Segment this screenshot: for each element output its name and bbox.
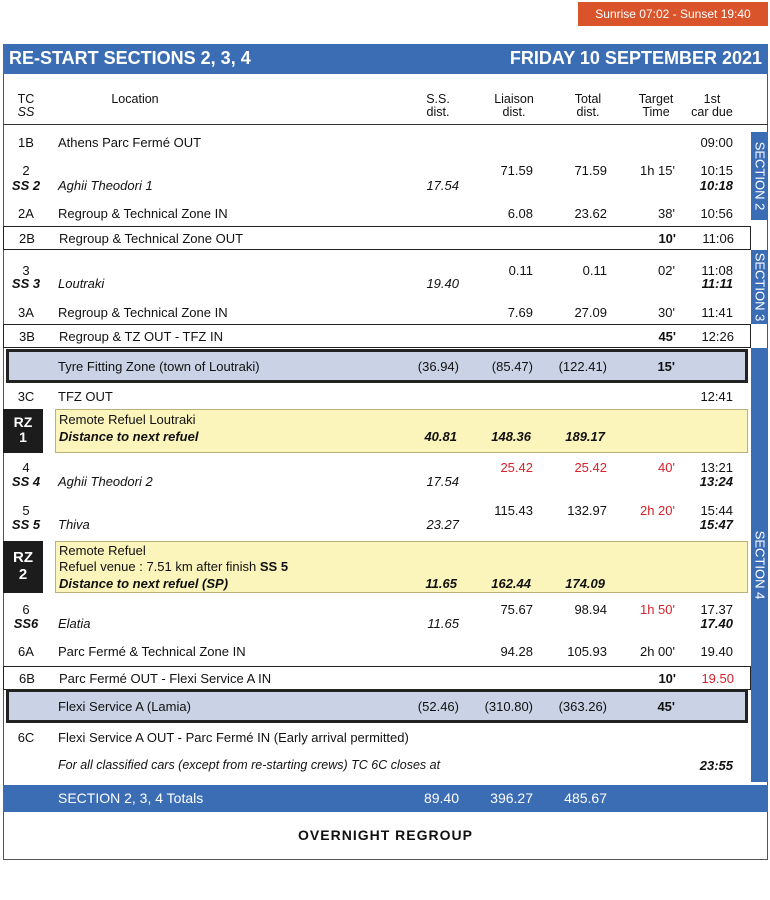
header-total-label: Total: [574, 92, 602, 106]
closing-note: For all classified cars (except from re-starting crews) TC 6C closes at: [58, 758, 441, 772]
table-row: [3, 503, 751, 535]
total-distance: 25.42: [574, 460, 607, 475]
total-distance: 23.62: [574, 206, 607, 221]
ss-code: SS 5: [11, 517, 41, 532]
closing-note-row: [3, 758, 751, 776]
header-target: [628, 93, 684, 119]
ss-distance: 40.81: [424, 429, 457, 444]
due-time: 15:44: [700, 503, 733, 518]
header-tc-label: TC: [17, 92, 35, 106]
table-row: [3, 324, 751, 348]
location: Aghii Theodori 1: [58, 178, 153, 193]
section-2-label: SECTION 2: [752, 141, 767, 211]
liaison-distance: (85.47): [491, 359, 533, 374]
total-distance: (363.26): [558, 699, 607, 714]
header-total-sub: dist.: [576, 105, 600, 119]
due-time: 09:00: [700, 135, 733, 150]
tc-code: 6A: [18, 644, 34, 659]
ss-distance: (36.94): [417, 359, 459, 374]
section-4-label: SECTION 4: [752, 530, 767, 600]
total-distance: 174.09: [565, 576, 605, 591]
tc-code: 1B: [18, 135, 34, 150]
target-time: 2h 20': [639, 503, 675, 518]
target-time: 10': [658, 671, 676, 686]
location: Elatia: [58, 616, 91, 631]
tc-code: 3: [22, 263, 30, 278]
ss-code: SS 4: [11, 474, 41, 489]
target-time: 15': [657, 359, 675, 374]
target-time: 38': [658, 206, 675, 221]
header-ss-dist: [410, 93, 466, 119]
section-4-bar: [751, 348, 768, 782]
location: TFZ OUT: [58, 389, 113, 404]
remote-refuel-zone-2: [55, 541, 748, 593]
liaison-distance: 0.11: [508, 263, 533, 278]
location: Parc Fermé & Technical Zone IN: [58, 644, 246, 659]
refuel-venue-stage: SS 5: [259, 559, 289, 574]
total-distance: 132.97: [567, 503, 607, 518]
location: Regroup & Technical Zone IN: [58, 206, 228, 221]
remote-refuel-zone-1: [55, 409, 748, 453]
due-time: 17.37: [700, 602, 733, 617]
due-time: 19.50: [701, 671, 734, 686]
sunrise-sunset-badge: Sunrise 07:02 - Sunset 19:40: [578, 2, 768, 26]
rz-number: 1: [19, 429, 27, 445]
liaison-distance: 75.67: [500, 602, 533, 617]
location: Aghii Theodori 2: [58, 474, 153, 489]
ss-distance: 19.40: [426, 276, 459, 291]
header-due-sub: car due: [691, 105, 733, 119]
location: Athens Parc Fermé OUT: [58, 135, 202, 150]
target-time: 45': [658, 329, 676, 344]
ss-distance: 23.27: [426, 517, 459, 532]
flexi-service-row: [6, 689, 748, 723]
table-row: [3, 206, 751, 224]
due-time-start: 11:11: [701, 276, 733, 291]
header-ss-label: SS: [17, 105, 35, 119]
location: Regroup & Technical Zone OUT: [59, 231, 244, 246]
header-liaison-sub: dist.: [502, 105, 526, 119]
header-target-sub: Time: [642, 105, 670, 119]
location: Flexi Service A OUT - Parc Fermé IN (Early arrival permitted): [58, 730, 409, 745]
totals-label: SECTION 2, 3, 4 Totals: [58, 790, 204, 806]
tc-code: 5: [22, 503, 30, 518]
location: Parc Fermé OUT - Flexi Service A IN: [59, 671, 272, 686]
header-liaison: [484, 93, 544, 119]
table-row: [3, 226, 751, 250]
tc-code: 6B: [19, 671, 35, 686]
header-location: Location: [111, 92, 159, 106]
ss-distance: 17.54: [426, 178, 459, 193]
target-time: 02': [658, 263, 675, 278]
table-row: [3, 305, 751, 323]
total-liaison-distance: 396.27: [490, 790, 533, 806]
ss-distance: 11.65: [427, 616, 459, 631]
header-divider: [3, 124, 768, 125]
overnight-regroup: OVERNIGHT REGROUP: [298, 827, 473, 843]
rz-code: RZ: [13, 549, 33, 566]
ss-distance: (52.46): [417, 699, 459, 714]
tc-code: 6: [22, 602, 30, 617]
liaison-distance: 25.42: [500, 460, 533, 475]
table-row: [3, 666, 751, 690]
due-time: 10:56: [700, 206, 733, 221]
table-row: [3, 460, 751, 492]
header-target-label: Target: [638, 92, 674, 106]
refuel-venue-text: Refuel venue : 7.51 km after finish: [59, 559, 260, 574]
due-time-start: 10:18: [699, 178, 733, 193]
total-ss-distance: 89.40: [423, 790, 459, 806]
ss-distance: 17.54: [426, 474, 459, 489]
tc-code: 2B: [19, 231, 35, 246]
liaison-distance: 148.36: [491, 429, 531, 444]
section-2-bar: [751, 132, 768, 220]
tc-code: 3B: [19, 329, 35, 344]
refuel-title: Remote Refuel: [59, 543, 146, 558]
rz-code: RZ: [13, 414, 33, 430]
total-distance: 189.17: [565, 429, 605, 444]
total-distance: 98.94: [574, 602, 607, 617]
total-distance: (122.41): [558, 359, 607, 374]
tc-code: 4: [22, 460, 30, 475]
location: Flexi Service A (Lamia): [58, 699, 191, 714]
title-banner: [3, 44, 768, 74]
table-row: [3, 163, 751, 195]
due-time: 13:21: [700, 460, 733, 475]
due-time-start: 17.40: [700, 616, 733, 631]
due-time: 19.40: [700, 644, 733, 659]
total-distance: 105.93: [567, 644, 607, 659]
liaison-distance: 162.44: [491, 576, 531, 591]
due-time: 12:26: [701, 329, 734, 344]
due-time: 11:08: [701, 263, 733, 278]
closing-time: 23:55: [699, 758, 733, 773]
tc-code: 2: [22, 163, 30, 178]
table-row: [3, 135, 751, 153]
header-ss-dist-sub: dist.: [426, 105, 450, 119]
location: Loutraki: [58, 276, 105, 291]
header-total: [560, 93, 616, 119]
due-time: 12:41: [700, 389, 733, 404]
due-time-start: 15:47: [699, 517, 733, 532]
liaison-distance: 6.08: [507, 206, 533, 221]
target-time: 1h 15': [639, 163, 675, 178]
ss-code: SS 2: [11, 178, 41, 193]
tc-code: 3A: [18, 305, 34, 320]
target-time: 30': [658, 305, 675, 320]
total-distance: 0.11: [582, 263, 607, 278]
location: Tyre Fitting Zone (town of Loutraki): [58, 359, 260, 374]
due-time: 10:15: [700, 163, 733, 178]
location: Thiva: [58, 517, 90, 532]
tyre-fitting-zone-row: [6, 349, 748, 383]
target-time: 40': [658, 460, 675, 475]
remote-refuel-zone-1-badge: [3, 409, 43, 453]
liaison-distance: 94.28: [500, 644, 533, 659]
total-distance: 71.59: [574, 163, 607, 178]
target-time: 10': [658, 231, 676, 246]
target-time: 1h 50': [639, 602, 675, 617]
liaison-distance: (310.80): [484, 699, 533, 714]
liaison-distance: 7.69: [507, 305, 533, 320]
target-time: 2h 00': [639, 644, 675, 659]
banner-title: RE-START SECTIONS 2, 3, 4: [9, 48, 251, 68]
due-time: 11:06: [702, 231, 734, 246]
table-row: [3, 730, 751, 748]
refuel-distance-label: Distance to next refuel (SP): [59, 576, 229, 591]
header-due: [684, 93, 740, 119]
due-time: 11:41: [701, 305, 733, 320]
header-liaison-label: Liaison: [494, 92, 534, 106]
liaison-distance: 115.43: [494, 503, 533, 518]
total-distance-sum: 485.67: [564, 790, 607, 806]
remote-refuel-zone-2-badge: [3, 541, 43, 593]
ss-code: SS 3: [11, 276, 41, 291]
tc-code: 2A: [18, 206, 34, 221]
location: Regroup & TZ OUT - TFZ IN: [59, 329, 223, 344]
table-row: [3, 644, 751, 662]
refuel-distance-label: Distance to next refuel: [59, 429, 199, 444]
section-3-bar: [751, 250, 768, 324]
table-row: [3, 389, 751, 407]
table-row: [3, 263, 751, 295]
total-distance: 27.09: [574, 305, 607, 320]
section-3-label: SECTION 3: [752, 252, 767, 322]
target-time: 45': [657, 699, 675, 714]
liaison-distance: 71.59: [500, 163, 533, 178]
refuel-title: Remote Refuel Loutraki: [59, 412, 196, 427]
header-ss-dist-label: S.S.: [426, 92, 450, 106]
header-tc: [3, 93, 49, 119]
refuel-venue: [59, 559, 288, 574]
due-time-start: 13:24: [699, 474, 733, 489]
location: Regroup & Technical Zone IN: [58, 305, 228, 320]
ss-distance: 11.65: [425, 576, 457, 591]
ss-code: SS6: [13, 616, 39, 631]
table-row: [3, 602, 751, 634]
header-due-label: 1st: [703, 92, 721, 106]
banner-date: FRIDAY 10 SEPTEMBER 2021: [509, 48, 762, 68]
section-totals-bar: [3, 785, 768, 812]
tc-code: 3C: [17, 389, 35, 404]
rz-number: 2: [18, 566, 28, 583]
tc-code: 6C: [17, 730, 35, 745]
